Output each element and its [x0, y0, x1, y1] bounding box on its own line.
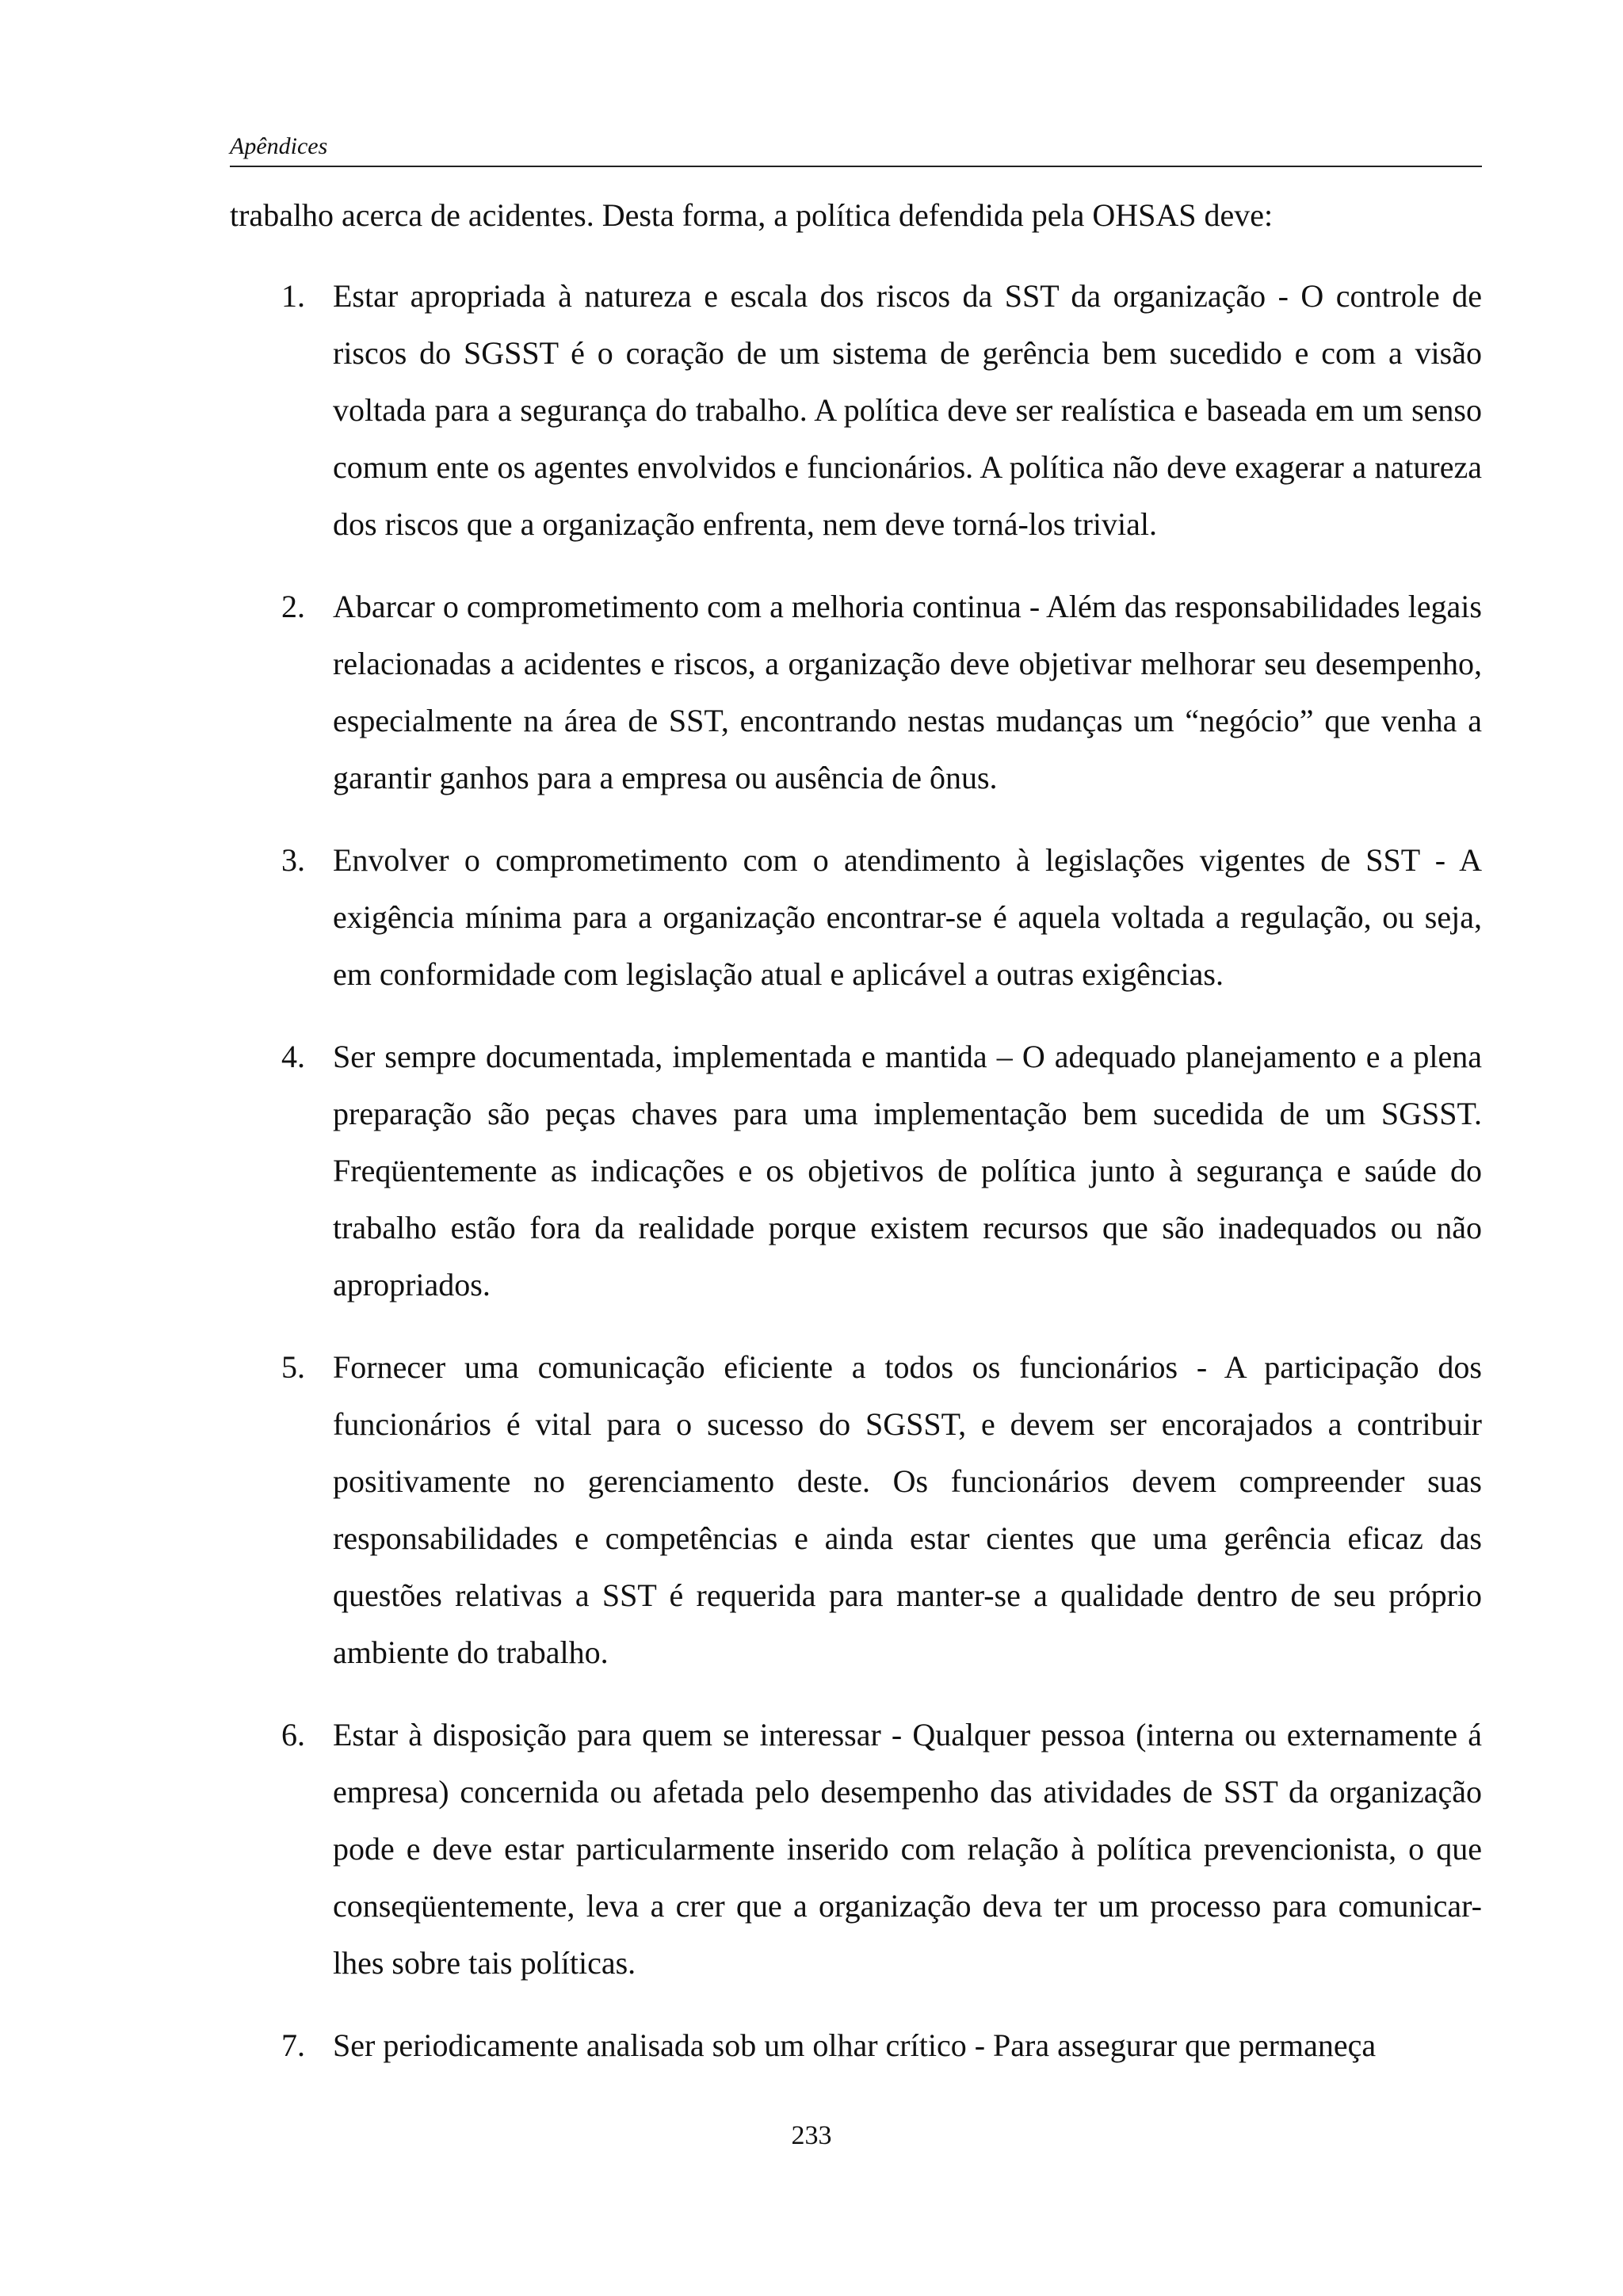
list-item: [230, 1339, 1482, 1681]
list-item-number: 7.: [281, 2027, 305, 2063]
list-item-number: 1.: [281, 278, 305, 314]
policy-requirements-list: [230, 268, 1482, 2100]
list-item-number: 6.: [281, 1717, 305, 1753]
list-item: [230, 268, 1482, 553]
list-item: [230, 1707, 1482, 1992]
running-header: [230, 131, 1482, 167]
list-item-text: Abarcar o comprometimento com a melhoria continua - Além das responsabilidades legais relacionadas a acidentes e riscos, a organização deve objetivar melhorar seu desempenho, especialmente na área de SST, encontrando nestas mudanças um “negócio” que venha a garantir ganhos para a empresa ou ausência de ônus.: [333, 589, 1482, 795]
list-item-number: 3.: [281, 842, 305, 878]
header-title: Apêndices: [230, 133, 328, 159]
page-number: 233: [791, 2121, 832, 2150]
list-item: [230, 1028, 1482, 1314]
list-item-text: Fornecer uma comunicação eficiente a todos os funcionários - A participação dos funcionários é vital para o sucesso do SGSST, e devem ser encorajados a contribuir positivamente no gerenciamento deste. Os funcionários devem compreender suas responsabilidades e competências e ainda estar cientes que uma gerência eficaz das questões relativas a SST é requerida para manter-se a qualidade dentro de seu próprio ambiente do trabalho.: [333, 1349, 1482, 1670]
list-item-text: Ser periodicamente analisada sob um olhar crítico - Para assegurar que permaneça: [333, 2027, 1377, 2063]
list-item-number: 5.: [281, 1349, 305, 1385]
list-item-text: Estar à disposição para quem se interessar - Qualquer pessoa (interna ou externamente á empresa) concernida ou afetada pelo desempenho das atividades de SST da organização pode e deve estar particularmente inserido com relação à política prevencionista, o que conseqüentemente, leva a crer que a organização deva ter um processo para comunicar-lhes sobre tais políticas.: [333, 1717, 1482, 1981]
list-item-text: Envolver o comprometimento com o atendimento à legislações vigentes de SST - A exigência mínima para a organização encontrar-se é aquela voltada a regulação, ou seja, em conformidade com legislação atual e aplicável a outras exigências.: [333, 842, 1482, 992]
list-item-text: Estar apropriada à natureza e escala dos riscos da SST da organização - O controle de riscos do SGSST é o coração de um sistema de gerência bem sucedido e com a visão voltada para a segurança do trabalho. A política deve ser realística e baseada em um senso comum ente os agentes envolvidos e funcionários. A política não deve exagerar a natureza dos riscos que a organização enfrenta, nem deve torná-los trivial.: [333, 278, 1482, 542]
list-item-text: Ser sempre documentada, implementada e mantida – O adequado planejamento e a plena preparação são peças chaves para uma implementação bem sucedida de um SGSST. Freqüentemente as indicações e os objetivos de política junto à segurança e saúde do trabalho estão fora da realidade porque existem recursos que são inadequados ou não apropriados.: [333, 1039, 1482, 1302]
intro-paragraph: trabalho acerca de acidentes. Desta forma, a política defendida pela OHSAS deve:: [230, 197, 1274, 233]
list-item: [230, 2017, 1482, 2074]
list-item-number: 4.: [281, 1039, 305, 1074]
list-item: [230, 578, 1482, 807]
list-item-number: 2.: [281, 589, 305, 624]
list-item: [230, 832, 1482, 1003]
